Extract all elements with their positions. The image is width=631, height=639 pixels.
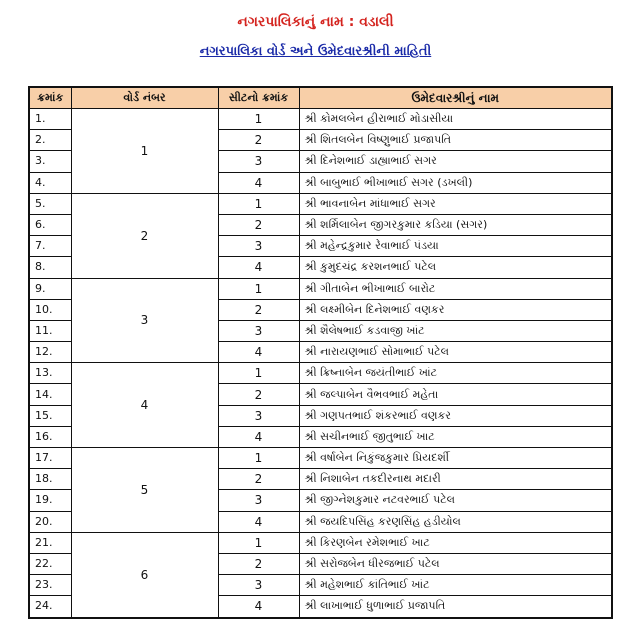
serial-number-cell: 13. <box>29 363 71 384</box>
serial-number-cell: 8. <box>29 257 71 278</box>
ward-number-cell: 3 <box>71 278 218 363</box>
serial-number-cell: 2. <box>29 130 71 151</box>
table-row <box>29 278 612 299</box>
seat-number-cell: 1 <box>218 193 299 214</box>
candidate-name-cell: શ્રી કુમુદચંદ્ર કરશનભાઈ પટેલ <box>299 257 612 278</box>
column-header-ward: વોર્ડ નંબર <box>71 87 218 109</box>
serial-number-cell: 20. <box>29 511 71 532</box>
candidate-name-cell: શ્રી લાખાભાઈ ધુળાભાઈ પ્રજાપતિ <box>299 596 612 618</box>
seat-number-cell: 4 <box>218 172 299 193</box>
seat-number-cell: 4 <box>218 511 299 532</box>
candidate-name-cell: શ્રી મહેશભાઈ કાંતિભાઈ ખાંટ <box>299 575 612 596</box>
serial-number-cell: 15. <box>29 405 71 426</box>
serial-number-cell: 22. <box>29 553 71 574</box>
candidate-name-cell: શ્રી વર્ષાબેન નિકુંજકુમાર પ્રિયદર્શી <box>299 448 612 469</box>
serial-number-cell: 10. <box>29 299 71 320</box>
serial-number-cell: 4. <box>29 172 71 193</box>
serial-number-cell: 3. <box>29 151 71 172</box>
candidate-name-cell: શ્રી ગીતાબેન ભીખાભાઈ બારોટ <box>299 278 612 299</box>
column-header-seat: સીટનો ક્રમાંક <box>218 87 299 109</box>
serial-number-cell: 17. <box>29 448 71 469</box>
document-subtitle: નગરપાલિકા વોર્ડ અને ઉમેદવારશ્રીની માહિતી <box>199 44 432 59</box>
table-row <box>29 193 612 214</box>
serial-number-cell: 12. <box>29 342 71 363</box>
candidate-name-cell: શ્રી સચીનભાઈ જીતુભાઈ ખાટ <box>299 426 612 447</box>
candidate-name-cell: શ્રી નારાયણભાઈ સોમાભાઈ પટેલ <box>299 342 612 363</box>
column-header-candidate-name: ઉમેદવારશ્રીનું નામ <box>299 87 612 109</box>
candidate-name-cell: શ્રી સરોજબેન ધીરજભાઈ પટેલ <box>299 553 612 574</box>
candidate-name-cell: શ્રી જયદિપસિંહ કરણસિંહ હડીયોલ <box>299 511 612 532</box>
candidate-name-cell: શ્રી કોમલબેન હીરાભાઈ મોડાસીયા <box>299 109 612 130</box>
serial-number-cell: 11. <box>29 320 71 341</box>
serial-number-cell: 7. <box>29 236 71 257</box>
candidate-name-cell: શ્રી જીગ્નેશકુમાર નટવરભાઈ પટેલ <box>299 490 612 511</box>
candidate-name-cell: શ્રી શૈલેષભાઈ કડવાજી ખાંટ <box>299 320 612 341</box>
table-row <box>29 448 612 469</box>
seat-number-cell: 2 <box>218 469 299 490</box>
seat-number-cell: 4 <box>218 426 299 447</box>
serial-number-cell: 24. <box>29 596 71 618</box>
seat-number-cell: 4 <box>218 342 299 363</box>
seat-number-cell: 1 <box>218 109 299 130</box>
candidate-name-cell: શ્રી કિરણબેન રમેશભાઈ ખાટ <box>299 532 612 553</box>
seat-number-cell: 3 <box>218 575 299 596</box>
candidates-table <box>28 86 613 619</box>
serial-number-cell: 23. <box>29 575 71 596</box>
table-header-row <box>29 87 612 109</box>
candidate-name-cell: શ્રી બાબુભાઈ ભીખાભાઈ સગર (ડખલી) <box>299 172 612 193</box>
candidate-name-cell: શ્રી શિતલબેન વિષ્ણુભાઈ પ્રજાપતિ <box>299 130 612 151</box>
candidate-name-cell: શ્રી લક્ષ્મીબેન દિનેશભાઈ વણકર <box>299 299 612 320</box>
seat-number-cell: 3 <box>218 236 299 257</box>
ward-number-cell: 6 <box>71 532 218 617</box>
candidate-name-cell: શ્રી ક્રિષ્નાબેન જયંતીભાઈ ખાંટ <box>299 363 612 384</box>
seat-number-cell: 4 <box>218 596 299 618</box>
candidate-name-cell: શ્રી ગણપતભાઈ શંકરભાઈ વણકર <box>299 405 612 426</box>
seat-number-cell: 3 <box>218 320 299 341</box>
table-row <box>29 532 612 553</box>
ward-number-cell: 2 <box>71 193 218 278</box>
seat-number-cell: 1 <box>218 278 299 299</box>
serial-number-cell: 16. <box>29 426 71 447</box>
candidate-name-cell: શ્રી જલ્પાબેન વૈભવભાઈ મહેતા <box>299 384 612 405</box>
municipality-title: નગરપાલિકાનું નામ : વડાલી <box>237 14 394 30</box>
table-body <box>29 109 612 618</box>
table-row <box>29 109 612 130</box>
seat-number-cell: 2 <box>218 299 299 320</box>
serial-number-cell: 1. <box>29 109 71 130</box>
serial-number-cell: 5. <box>29 193 71 214</box>
seat-number-cell: 3 <box>218 151 299 172</box>
candidate-name-cell: શ્રી ભાવનાબેન માંધાભાઈ સગર <box>299 193 612 214</box>
ward-number-cell: 1 <box>71 109 218 194</box>
serial-number-cell: 14. <box>29 384 71 405</box>
seat-number-cell: 3 <box>218 490 299 511</box>
candidate-name-cell: શ્રી દિનેશભાઈ ડાહ્યાભાઈ સગર <box>299 151 612 172</box>
serial-number-cell: 9. <box>29 278 71 299</box>
seat-number-cell: 1 <box>218 532 299 553</box>
serial-number-cell: 6. <box>29 214 71 235</box>
column-header-serial: ક્રમાંક <box>29 87 71 109</box>
seat-number-cell: 2 <box>218 384 299 405</box>
seat-number-cell: 3 <box>218 405 299 426</box>
serial-number-cell: 18. <box>29 469 71 490</box>
serial-number-cell: 19. <box>29 490 71 511</box>
seat-number-cell: 2 <box>218 130 299 151</box>
candidate-name-cell: શ્રી મહેન્દ્રકુમાર રેવાભાઈ પંડયા <box>299 236 612 257</box>
table-row <box>29 363 612 384</box>
seat-number-cell: 1 <box>218 448 299 469</box>
seat-number-cell: 2 <box>218 553 299 574</box>
candidate-name-cell: શ્રી નિશાબેન તકદીરનાથ મદારી <box>299 469 612 490</box>
serial-number-cell: 21. <box>29 532 71 553</box>
ward-number-cell: 4 <box>71 363 218 448</box>
seat-number-cell: 2 <box>218 214 299 235</box>
candidate-name-cell: શ્રી શર્મિલાબેન જીગરકુમાર કડિયા (સગર) <box>299 214 612 235</box>
seat-number-cell: 1 <box>218 363 299 384</box>
seat-number-cell: 4 <box>218 257 299 278</box>
ward-number-cell: 5 <box>71 448 218 533</box>
